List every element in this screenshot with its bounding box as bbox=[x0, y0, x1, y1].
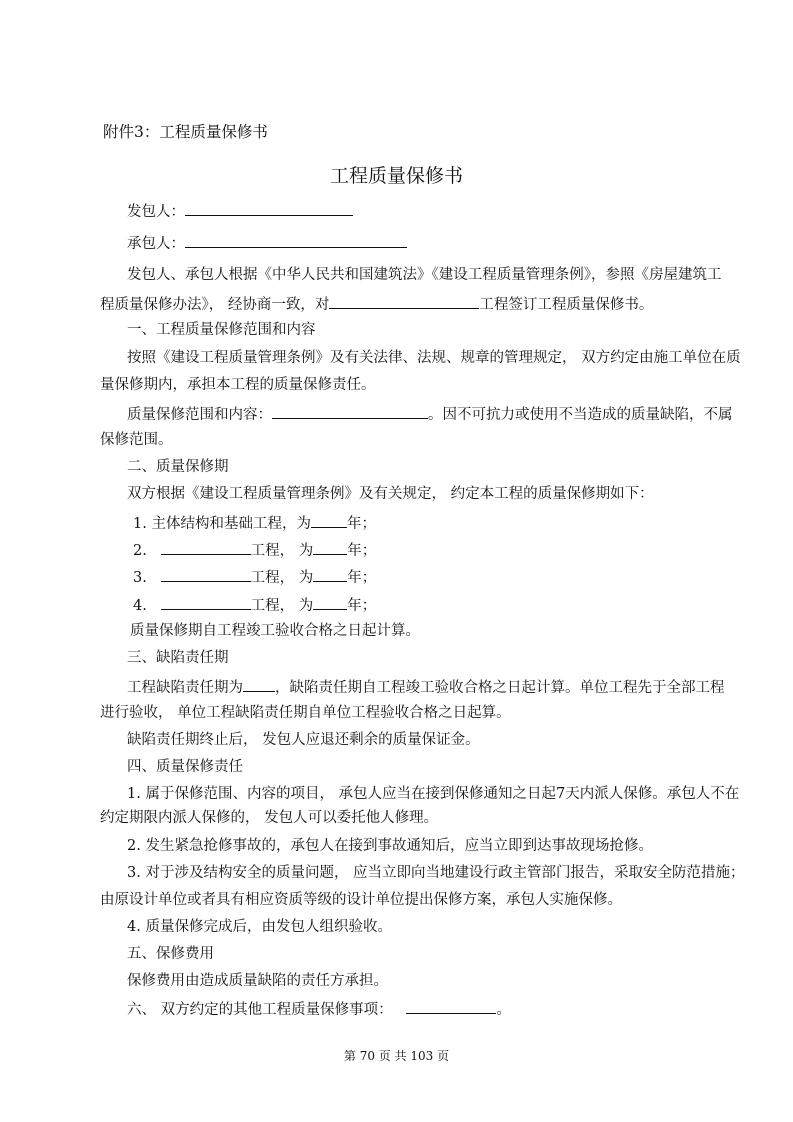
s4-item-2: 2. 发生紧急抢修事故的，承包人在接到事故通知后，应当立即到达事故现场抢修。 bbox=[127, 838, 653, 854]
s4-item-1-line-1: 1. 属于保修范围、内容的项目， 承包人应当在接到保修通知之日起7天内派人保修。承包人不在 bbox=[127, 786, 740, 802]
section-1-heading: 一、工程质量保修范围和内容 bbox=[127, 322, 316, 338]
project-name-blank bbox=[329, 293, 479, 309]
contractor-blank bbox=[185, 232, 407, 248]
contractor-label: 承包人： bbox=[127, 236, 185, 252]
warranty-item-3 bbox=[133, 566, 376, 588]
page-footer: 第 70 页 共 103 页 bbox=[343, 1049, 450, 1063]
item-4-mid: 工程， 为 bbox=[250, 598, 314, 614]
s4-item-1-line-2: 约定期限内派人保修的， 发包人可以委托他人修理。 bbox=[100, 810, 439, 826]
s3-p1-line-1 bbox=[127, 676, 725, 698]
section-6-heading: 六、 双方约定的其他工程质量保修事项： bbox=[127, 1002, 393, 1018]
other-matters-blank bbox=[406, 998, 496, 1014]
section-5-heading: 五、保修费用 bbox=[127, 946, 214, 962]
s1-p2-line-1 bbox=[127, 403, 733, 425]
s3-p1-b: ，缺陷责任期自工程竣工验收合格之日起计算。单位工程先于全部工程 bbox=[275, 680, 725, 696]
item-3-name-blank bbox=[161, 566, 251, 582]
intro-line-2b: 工程签订工程质量保修书。 bbox=[479, 297, 654, 313]
warranty-item-4 bbox=[133, 594, 376, 616]
section-3-heading: 三、缺陷责任期 bbox=[127, 650, 229, 666]
section-2-heading: 二、质量保修期 bbox=[127, 459, 229, 475]
employer-field bbox=[127, 200, 353, 222]
s2-footer: 质量保修期自工程竣工验收合格之日起计算。 bbox=[130, 623, 420, 639]
attachment-label: 附件3：工程质量保修书 bbox=[103, 123, 268, 141]
s3-p1-line-2: 进行验收， 单位工程缺陷责任期自单位工程验收合格之日起算。 bbox=[100, 705, 511, 721]
years-suffix-3: 年； bbox=[347, 570, 377, 586]
s1-p1-line-1: 按照《建设工程质量管理条例》及有关法律、法规、规章的管理规定， 双方约定由施工单位在质 bbox=[127, 350, 741, 366]
s2-intro: 双方根据《建设工程质量管理条例》及有关规定， 约定本工程的质量保修期如下： bbox=[127, 486, 654, 502]
s4-item-3-line-2: 由原设计单位或者具有相应资质等级的设计单位提出保修方案，承包人实施保修。 bbox=[100, 892, 622, 908]
item-2-name-blank bbox=[161, 539, 251, 555]
s5-p1: 保修费用由造成质量缺陷的责任方承担。 bbox=[127, 973, 388, 989]
warranty-item-1 bbox=[133, 512, 376, 534]
s1-p1-line-2: 量保修期内，承担本工程的质量保修责任。 bbox=[100, 377, 376, 393]
years-blank-3 bbox=[313, 566, 347, 582]
years-blank-2 bbox=[313, 539, 347, 555]
item-3-number: 3. bbox=[133, 570, 147, 586]
employer-blank bbox=[185, 200, 353, 216]
document-title: 工程质量保修书 bbox=[329, 165, 463, 187]
years-suffix-4: 年； bbox=[347, 598, 377, 614]
scope-blank bbox=[272, 403, 428, 419]
intro-line-1: 发包人、承包人根据《中华人民共和国建筑法》《建设工程质量管理条例》，参照《房屋建筑工 bbox=[127, 267, 722, 283]
s1-p2-line-2: 保修范围。 bbox=[100, 432, 173, 448]
intro-line-2a: 程质量保修办法》， 经协商一致，对 bbox=[100, 297, 330, 313]
item-4-number: 4. bbox=[133, 598, 147, 614]
years-suffix-2: 年； bbox=[347, 543, 377, 559]
s4-item-4: 4. 质量保修完成后，由发包人组织验收。 bbox=[127, 919, 392, 935]
intro-line-2 bbox=[100, 293, 653, 315]
warranty-item-2 bbox=[133, 539, 376, 561]
item-3-mid: 工程， 为 bbox=[250, 570, 314, 586]
years-blank-4 bbox=[313, 594, 347, 610]
years-blank-1 bbox=[311, 512, 347, 528]
years-suffix-1: 年； bbox=[346, 516, 376, 532]
employer-label: 发包人： bbox=[127, 204, 185, 220]
s1-p2-b: 。因不可抗力或使用不当造成的质量缺陷，不属 bbox=[428, 407, 733, 423]
warranty-item-1-label: 1. 主体结构和基础工程，为 bbox=[133, 516, 311, 532]
s3-p1-a: 工程缺陷责任期为 bbox=[127, 680, 243, 696]
s3-p2: 缺陷责任期终止后， 发包人应退还剩余的质量保证金。 bbox=[127, 732, 480, 748]
item-2-number: 2. bbox=[133, 543, 147, 559]
section-4-heading: 四、质量保修责任 bbox=[127, 759, 243, 775]
item-4-name-blank bbox=[161, 594, 251, 610]
s4-item-3-line-1: 3. 对于涉及结构安全的质量问题， 应当立即向当地建设行政主管部门报告，采取安全防范措施； bbox=[127, 865, 745, 881]
item-2-mid: 工程， 为 bbox=[250, 543, 314, 559]
s1-p2-a: 质量保修范围和内容： bbox=[127, 407, 272, 423]
defect-period-blank bbox=[243, 676, 275, 692]
contractor-field bbox=[127, 232, 407, 254]
section-6-line bbox=[127, 998, 511, 1020]
section-6-end: 。 bbox=[496, 1002, 511, 1018]
